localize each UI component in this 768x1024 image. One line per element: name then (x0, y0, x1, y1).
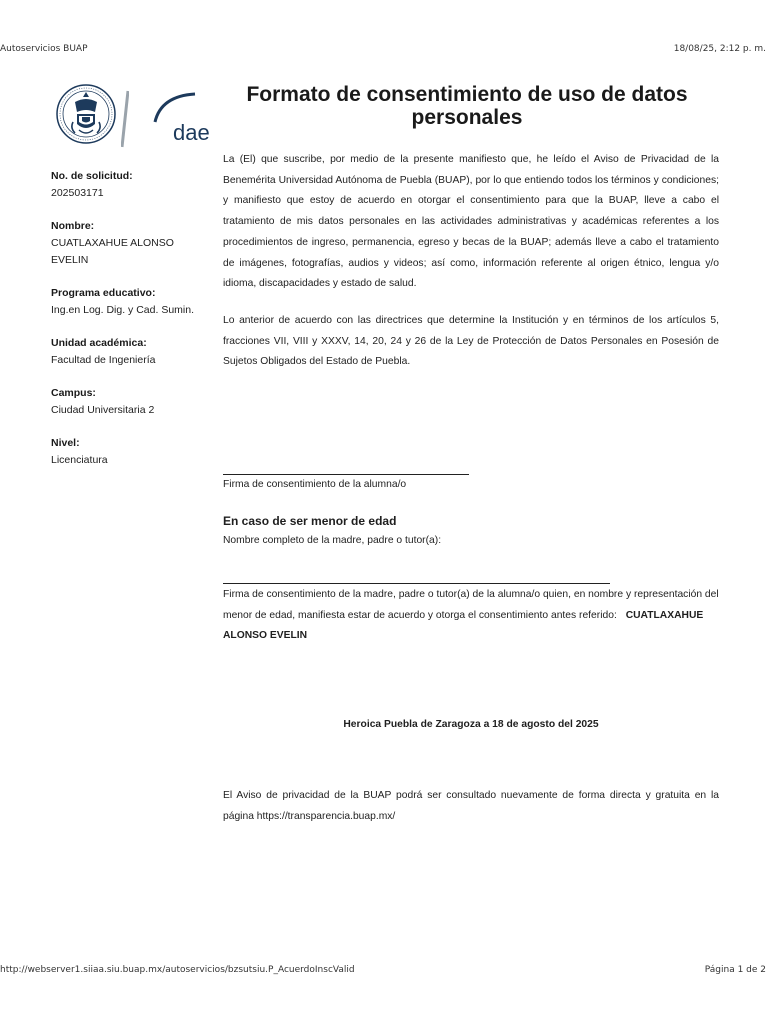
minor-section-heading: En caso de ser menor de edad (223, 514, 397, 528)
field-program (51, 285, 211, 319)
field-label: Unidad académica: (51, 337, 147, 349)
dae-logo (147, 90, 213, 146)
print-header-datetime: 18/08/25, 2:12 p. m. (673, 44, 766, 54)
field-level (51, 435, 211, 469)
field-label: Campus: (51, 387, 96, 399)
buap-seal-icon (55, 78, 117, 150)
print-header-title: Autoservicios BUAP (0, 44, 88, 54)
guardian-name-label: Nombre completo de la madre, padre o tutor(a): (223, 535, 442, 546)
field-campus (51, 385, 211, 419)
field-value: CUATLAXAHUE ALONSO EVELIN (51, 237, 174, 266)
field-value: Ciudad Universitaria 2 (51, 404, 155, 416)
page-number: Página 1 de 2 (704, 965, 766, 975)
field-value: Licenciatura (51, 454, 108, 466)
legal-basis-paragraph: Lo anterior de acuerdo con las directrices que determine la Institución y en términos de los artículos 5, fracciones VII, VIII y XXXV, 14, 20, 24 y 26 de la Ley de Protección de Datos Personales en Posesión de Sujetos Obligados del Estado de Puebla. (223, 315, 719, 368)
field-value: 202503171 (51, 187, 104, 199)
logo-area (55, 78, 215, 154)
field-value: Facultad de Ingeniería (51, 354, 156, 366)
field-name (51, 218, 211, 269)
privacy-note: El Aviso de privacidad de la BUAP podrá ser consultado nuevamente de forma directa y gratuita en la página https://transparencia.buap.mx/ (223, 790, 719, 822)
field-academic-unit (51, 335, 211, 369)
field-label: Nivel: (51, 437, 80, 449)
guardian-consent-statement: Firma de consentimiento de la madre, padre o tutor(a) de la alumna/o quien, en nombre y representación del menor de edad, manifiesta estar de acuerdo y otorga el consentimiento antes referido: (223, 589, 719, 621)
consent-body (223, 150, 719, 295)
student-signature-label: Firma de consentimiento de la alumna/o (223, 479, 407, 490)
field-label: No. de solicitud: (51, 170, 133, 182)
field-request-number (51, 168, 211, 202)
place-and-date: Heroica Puebla de Zaragoza a 18 de agosto del 2025 (343, 719, 599, 730)
print-footer (0, 965, 768, 979)
field-label: Programa educativo: (51, 287, 156, 299)
field-label: Nombre: (51, 220, 95, 232)
student-info-sidebar (51, 168, 211, 485)
page-title: Formato de consentimiento de uso de datos personales (246, 83, 688, 129)
legal-basis-block (223, 311, 719, 373)
consent-paragraph: La (El) que suscribe, por medio de la presente manifiesto que, he leído el Aviso de Privacidad de la Benemérita Universidad Autónoma de Puebla (BUAP), por lo que entiendo todos los términos y condiciones; y manifiesto que estoy de acuerdo en otorgar el consentimiento para que la BUAP, lleve a cabo el tratamiento de mis datos personales en las actividades administrativas y académicas referentes a los procedimientos de ingreso, permanencia, egreso y becas de la BUAP; además lleve a cabo el tratamiento de imágenes, fotografías, audios y videos; así como, información referente al origen étnico, lengua y/o idioma, discapacidades y estado de salud. (223, 154, 719, 290)
student-name: CUATLAXAHUE ALONSO EVELIN (223, 609, 704, 641)
guardian-signature-line (223, 583, 610, 584)
print-footer-url: http://webserver1.siiaa.siu.buap.mx/autoservicios/bzsutsiu.P_AcuerdoInscValid (0, 965, 355, 975)
divider-slash-icon (121, 90, 129, 148)
print-header (0, 44, 768, 58)
guardian-consent-text (223, 585, 719, 647)
student-signature-line (223, 474, 469, 475)
dae-text: dae (173, 120, 210, 145)
field-value: Ing.en Log. Dig. y Cad. Sumin. (51, 304, 194, 316)
